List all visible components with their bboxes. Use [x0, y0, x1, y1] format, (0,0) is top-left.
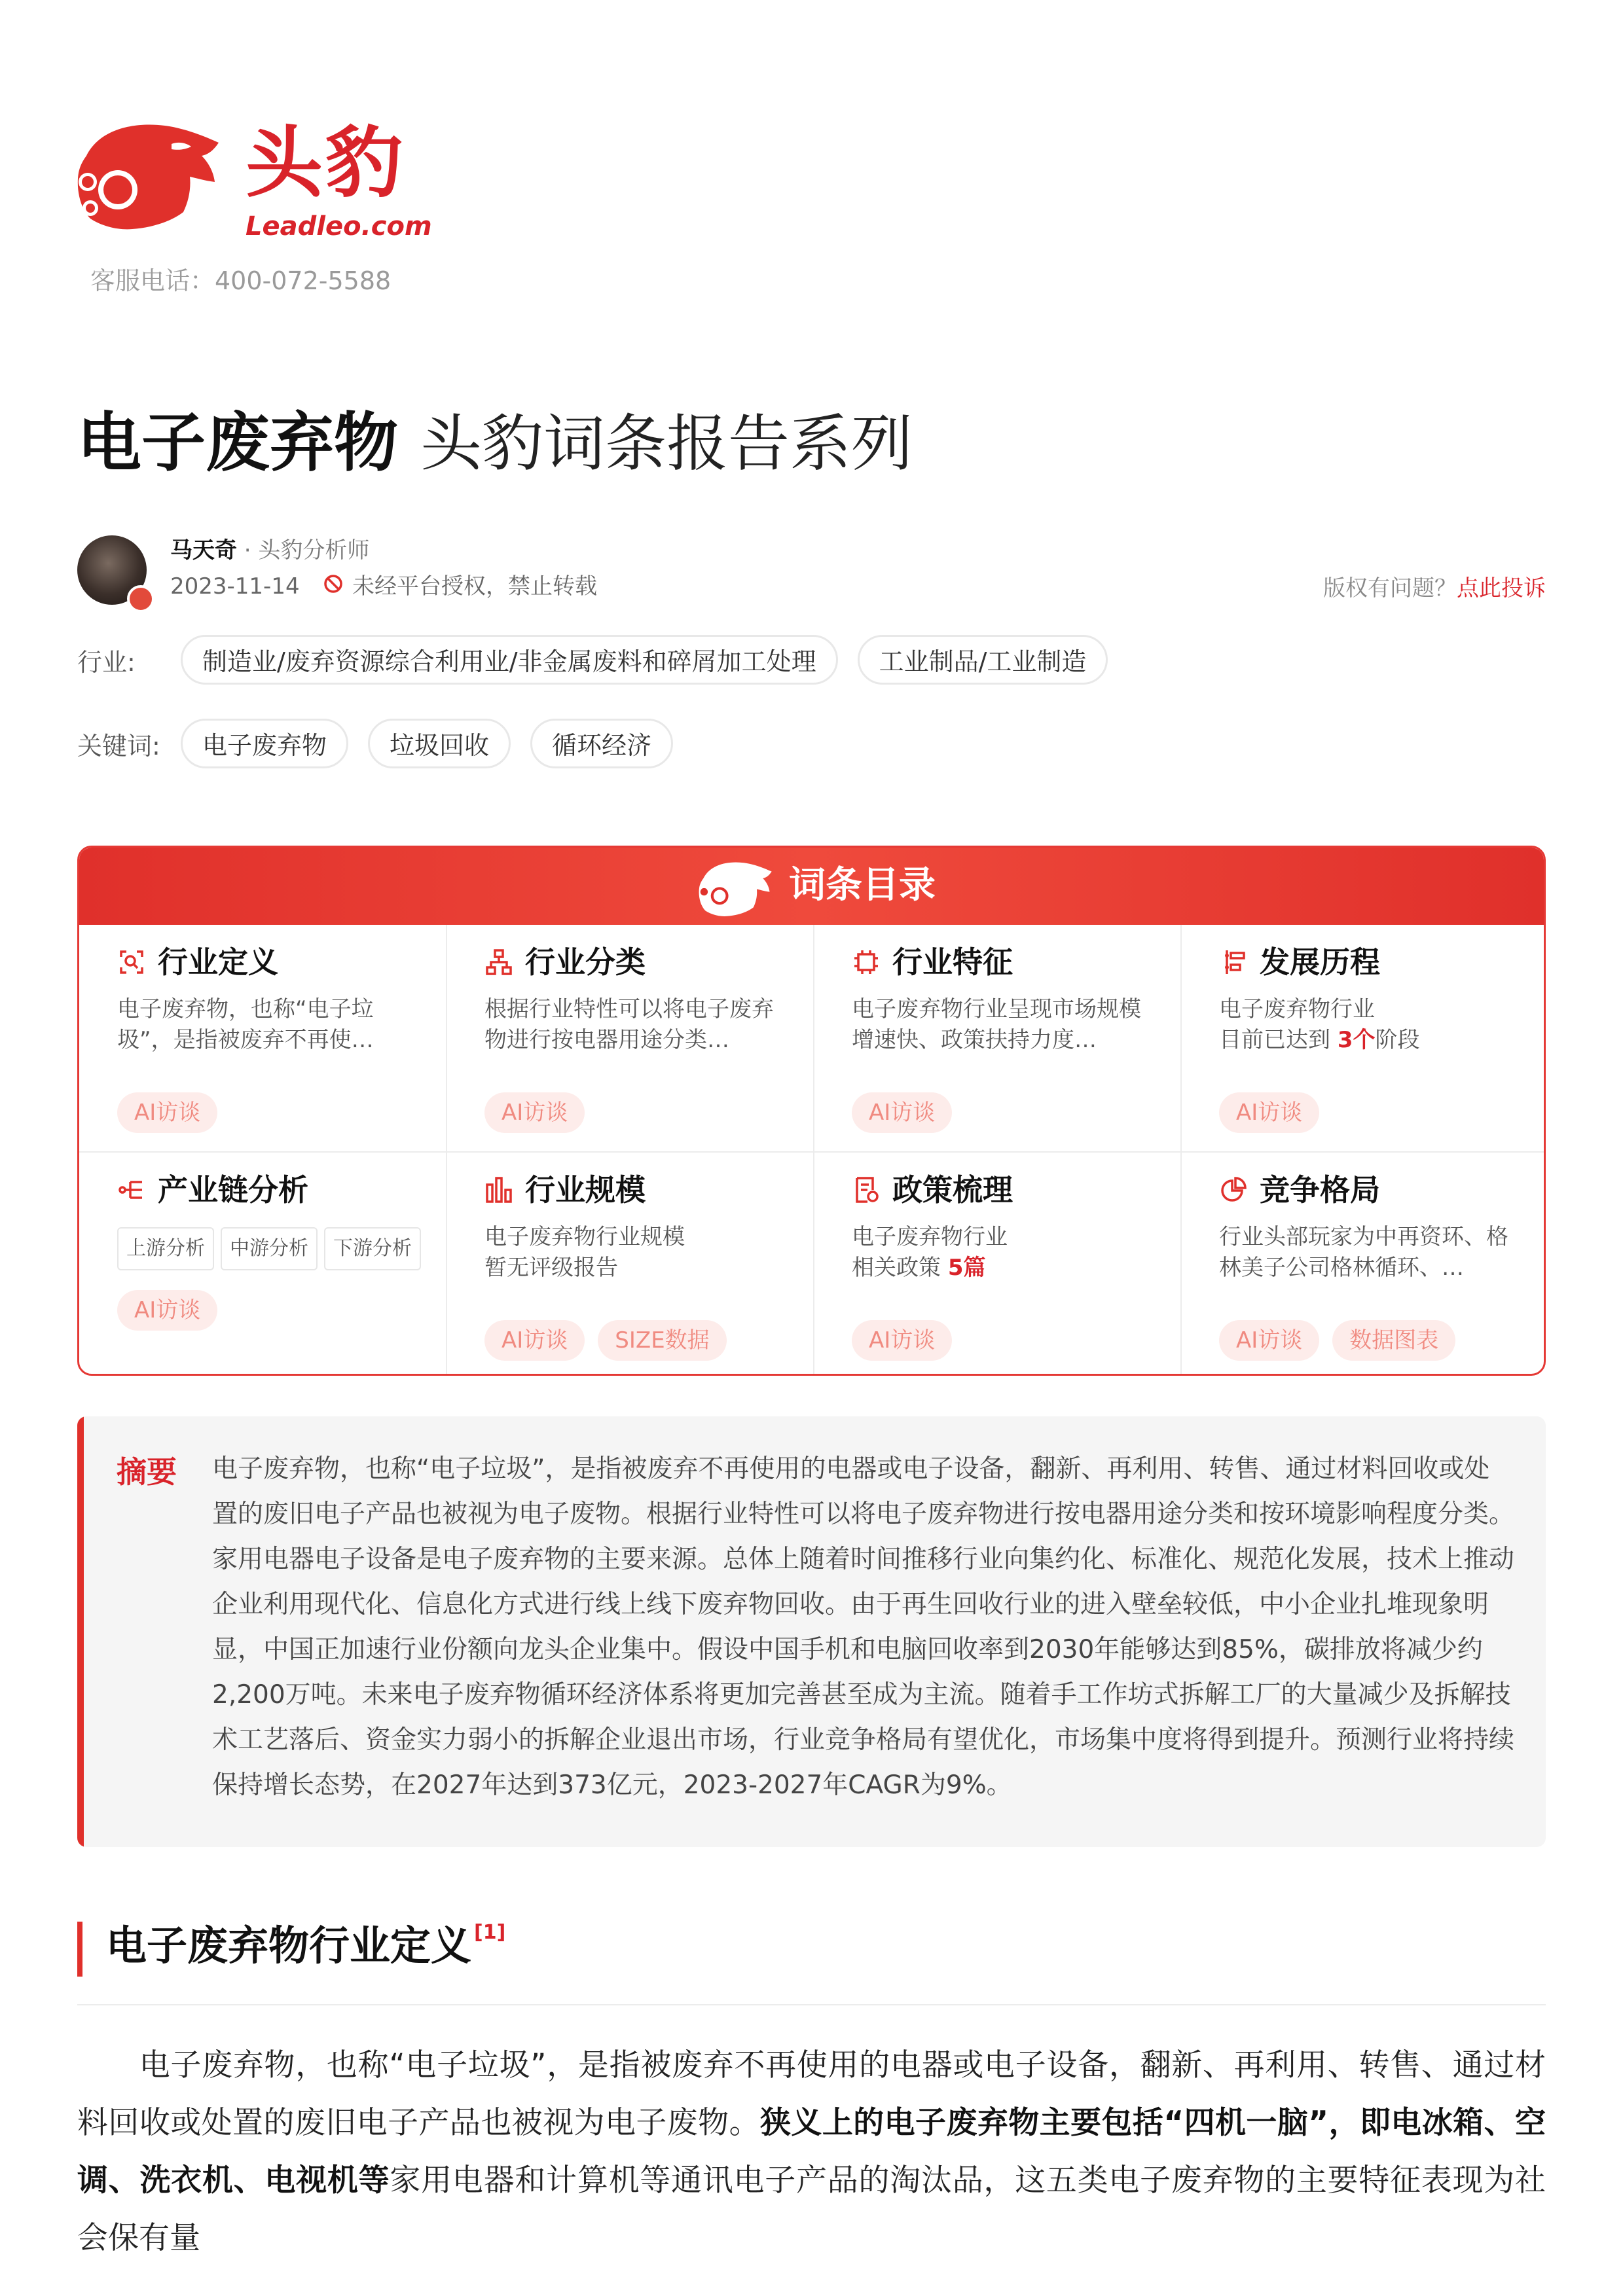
ai-interview-pill[interactable]: AI访谈	[852, 1092, 952, 1133]
author-role: · 头豹分析师	[237, 537, 370, 564]
upstream-analysis-tag[interactable]: 上游分析	[117, 1227, 214, 1270]
ai-interview-pill[interactable]: AI访谈	[117, 1092, 217, 1133]
emphasis-text: 狭义上的电子废弃物主要包括“四机一脑”，即电冰箱、空调、洗衣机、电视机等	[77, 2105, 1546, 2198]
copyright-question: 版权有问题？	[1323, 575, 1457, 601]
chain-tabs	[117, 1227, 421, 1270]
policy-doc-icon	[852, 1175, 881, 1204]
ai-interview-pill[interactable]: AI访谈	[1219, 1092, 1319, 1133]
timeline-icon	[1219, 948, 1248, 977]
industry-label: 行业:	[77, 648, 136, 677]
chain-icon	[117, 1175, 146, 1204]
copyright-notice	[1323, 577, 1546, 600]
catalog-item-desc: 电子废弃物，也称“电子垃圾”，是指被废弃不再使…	[117, 996, 374, 1053]
author-name[interactable]: 马天奇	[170, 537, 237, 564]
summary-label: 摘要	[117, 1454, 177, 1490]
customer-hotline: 客服电话：400-072-5588	[90, 266, 392, 295]
section-divider	[77, 2004, 1546, 2005]
keyword-tag[interactable]: 垃圾回收	[368, 719, 511, 768]
catalog-item-desc: 电子废弃物行业 相关政策 5篇	[852, 1224, 1008, 1281]
leopard-logo-icon	[695, 858, 780, 921]
catalog-item-chain[interactable]	[79, 1153, 446, 1376]
catalog-item-title: 行业分类	[525, 944, 646, 980]
title-main: 电子废弃物	[77, 406, 399, 480]
leopard-logo-icon	[73, 117, 230, 238]
stage-count: 3个	[1337, 1027, 1376, 1053]
keyword-tags	[181, 719, 673, 768]
catalog-item-desc: 行业头部玩家为中再资环、格林美子公司格林循环、…	[1219, 1224, 1508, 1281]
pie-chart-icon	[1219, 1175, 1248, 1204]
size-data-pill[interactable]: SIZE数据	[598, 1320, 726, 1361]
catalog-item-title: 行业规模	[525, 1172, 646, 1208]
data-chart-pill[interactable]: 数据图表	[1332, 1320, 1455, 1361]
catalog-item-features[interactable]	[814, 925, 1180, 1151]
keyword-tag[interactable]: 循环经济	[530, 719, 673, 768]
reprint-notice: 未经平台授权，禁止转载	[352, 573, 597, 600]
brand-name-cn: 头豹	[246, 118, 406, 208]
catalog-panel	[77, 846, 1546, 1376]
page-title	[77, 406, 913, 480]
chip-icon	[852, 948, 881, 977]
catalog-item-classification[interactable]	[447, 925, 813, 1151]
industry-tag[interactable]: 制造业/废弃资源综合利用业/非金属废料和碎屑加工处理	[181, 635, 838, 685]
catalog-item-history[interactable]	[1181, 925, 1546, 1151]
brand-name-en[interactable]: Leadleo.com	[246, 211, 432, 242]
bar-chart-icon	[484, 1175, 513, 1204]
industry-tags	[181, 635, 1108, 685]
section-title-text: 电子废弃物行业定义	[106, 1922, 472, 1969]
catalog-item-desc: 根据行业特性可以将电子废弃物进行按电器用途分类…	[484, 996, 774, 1053]
hierarchy-icon	[484, 948, 513, 977]
catalog-item-title: 竞争格局	[1260, 1172, 1380, 1208]
keyword-tag[interactable]: 电子废弃物	[181, 719, 348, 768]
ai-interview-pill[interactable]: AI访谈	[484, 1320, 585, 1361]
downstream-analysis-tag[interactable]: 下游分析	[324, 1227, 421, 1270]
catalog-item-definition[interactable]	[79, 925, 446, 1151]
section-reference[interactable]: [1]	[474, 1921, 506, 1944]
catalog-item-desc: 电子废弃物行业规模 暂无评级报告	[484, 1224, 685, 1281]
catalog-title: 词条目录	[789, 864, 936, 906]
catalog-item-title: 行业特征	[892, 944, 1013, 980]
midstream-analysis-tag[interactable]: 中游分析	[221, 1227, 318, 1270]
catalog-item-title: 政策梳理	[892, 1172, 1013, 1208]
catalog-item-policy[interactable]	[814, 1153, 1180, 1376]
catalog-item-title: 行业定义	[158, 944, 278, 980]
title-series: 头豹词条报告系列	[420, 408, 913, 480]
ai-interview-pill[interactable]: AI访谈	[117, 1290, 217, 1331]
summary-accent-bar	[77, 1416, 84, 1847]
catalog-item-title: 发展历程	[1260, 944, 1380, 980]
policy-count: 5篇	[947, 1255, 986, 1281]
complaint-link[interactable]: 点此投诉	[1457, 575, 1546, 601]
section-title	[106, 1921, 506, 1969]
definition-paragraph: 电子废弃物，也称“电子垃圾”，是指被废弃不再使用的电器或电子设备，翻新、再利用、转售、通过材料回收或处置的废旧电子产品也被视为电子废物。狭义上的电子废弃物主要包括“四机一脑”，即电冰箱、空调、洗衣机、电视机等家用电器和计算机等通讯电子产品的淘汰品，这五类电子废弃物的主要特征表现为社会保有量	[77, 2047, 1546, 2256]
author-byline	[170, 539, 369, 562]
summary-text: 电子废弃物，也称“电子垃圾”，是指被废弃不再使用的电器或电子设备，翻新、再利用、转售、通过材料回收或处置的废旧电子产品也被视为电子废物。根据行业特性可以将电子废弃物进行按电器用途分类和按环境影响程度分类。家用电器电子设备是电子废弃物的主要来源。总体上随着时间推移行业向集约化、标准化、规范化发展，技术上推动企业利用现代化、信息化方式进行线上线下废弃物回收。由于再生回收行业的进入壁垒较低，中小企业扎堆现象明显，中国正加速行业份额向龙头企业集中。假设中国手机和电脑回收率到2030年能够达到85%，碳排放将减少约2,200万吨。未来电子废弃物循环经济体系将更加完善甚至成为主流。随着手工作坊式拆解工厂的大量减少及拆解技术工艺落后、资金实力弱小的拆解企业退出市场，行业竞争格局有望优化，市场集中度将得到提升。预测行业将持续保持增长态势，在2027年达到373亿元，2023-2027年CAGR为9%。	[212, 1454, 1515, 1800]
avatar-badge-icon	[127, 585, 155, 613]
publish-date: 2023-11-14	[170, 573, 300, 600]
section-accent-bar	[77, 1922, 82, 1977]
catalog-item-desc: 电子废弃物行业呈现市场规模增速快、政策扶持力度…	[852, 996, 1141, 1053]
ai-interview-pill[interactable]: AI访谈	[484, 1092, 585, 1133]
catalog-item-desc: 电子废弃物行业 目前已达到 3个阶段	[1219, 996, 1420, 1053]
ai-interview-pill[interactable]: AI访谈	[852, 1320, 952, 1361]
industry-tag[interactable]: 工业制品/工业制造	[858, 635, 1108, 685]
catalog-item-title: 产业链分析	[158, 1172, 308, 1208]
catalog-header	[79, 848, 1544, 925]
keywords-label: 关键词:	[77, 732, 160, 761]
search-doc-icon	[117, 948, 146, 977]
summary-box	[77, 1416, 1546, 1847]
catalog-item-competition[interactable]	[1181, 1153, 1546, 1376]
forbidden-icon	[323, 574, 343, 594]
catalog-item-scale[interactable]	[447, 1153, 813, 1376]
ai-interview-pill[interactable]: AI访谈	[1219, 1320, 1319, 1361]
